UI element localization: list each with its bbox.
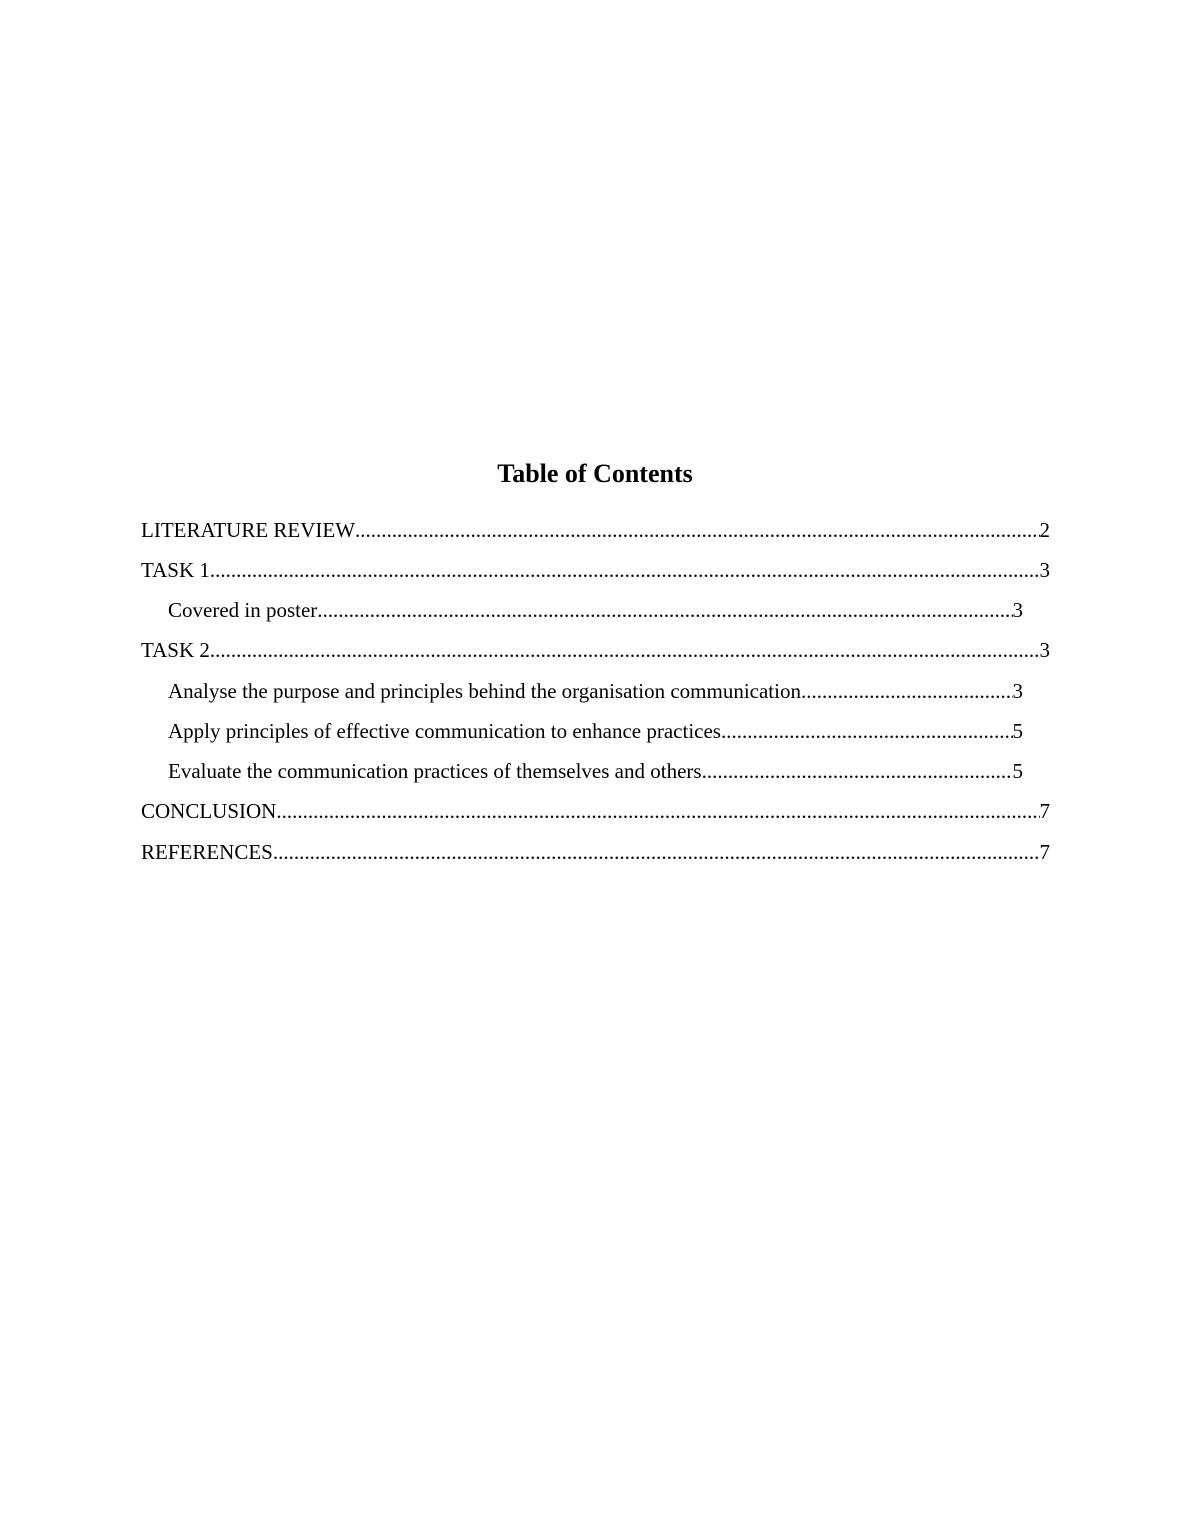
toc-entry-references[interactable]: [141, 834, 1050, 870]
toc-page-number: 3: [1012, 679, 1023, 703]
toc-entry-conclusion[interactable]: [141, 793, 1050, 829]
toc-dot-leader: [317, 592, 1012, 628]
toc-entry-analyse-purpose[interactable]: [168, 673, 1023, 709]
toc-page-number: 2: [1039, 518, 1050, 542]
toc-dot-leader: [210, 632, 1040, 668]
toc-page-number: 3: [1012, 598, 1023, 622]
toc-dot-leader: [801, 673, 1013, 709]
toc-dot-leader: [210, 552, 1040, 588]
toc-dot-leader: [721, 713, 1013, 749]
toc-entry-label: CONCLUSION: [141, 799, 277, 823]
toc-entry-covered-in-poster[interactable]: [168, 592, 1023, 628]
toc-entry-evaluate-practices[interactable]: [168, 753, 1023, 789]
toc-entry-task-1[interactable]: [141, 552, 1050, 588]
toc-entry-label: TASK 2: [141, 638, 210, 662]
toc-entry-task-2[interactable]: [141, 632, 1050, 668]
toc-dot-leader: [273, 834, 1040, 870]
toc-dot-leader: [355, 512, 1039, 548]
toc-page-number: 5: [1012, 759, 1023, 783]
toc-page-number: 5: [1012, 719, 1023, 743]
toc-entry-apply-principles[interactable]: [168, 713, 1023, 749]
toc-page-number: 7: [1039, 799, 1050, 823]
toc-title: Table of Contents: [497, 459, 693, 488]
toc-entry-label: TASK 1: [141, 558, 210, 582]
toc-entry-label: Apply principles of effective communication to enhance practices: [168, 719, 721, 743]
toc-entry-label: LITERATURE REVIEW: [141, 518, 356, 542]
toc-page-number: 3: [1039, 558, 1050, 582]
toc-dot-leader: [702, 753, 1013, 789]
toc-entry-label: Covered in poster: [168, 598, 318, 622]
toc-page-number: 3: [1039, 638, 1050, 662]
toc-entry-label: REFERENCES: [141, 840, 273, 864]
toc-entry-literature-review[interactable]: [141, 512, 1050, 548]
toc-entry-label: Analyse the purpose and principles behind the organisation communication: [168, 679, 801, 703]
toc-page-number: 7: [1039, 840, 1050, 864]
toc-entry-label: Evaluate the communication practices of themselves and others: [168, 759, 702, 783]
toc-dot-leader: [276, 793, 1039, 829]
